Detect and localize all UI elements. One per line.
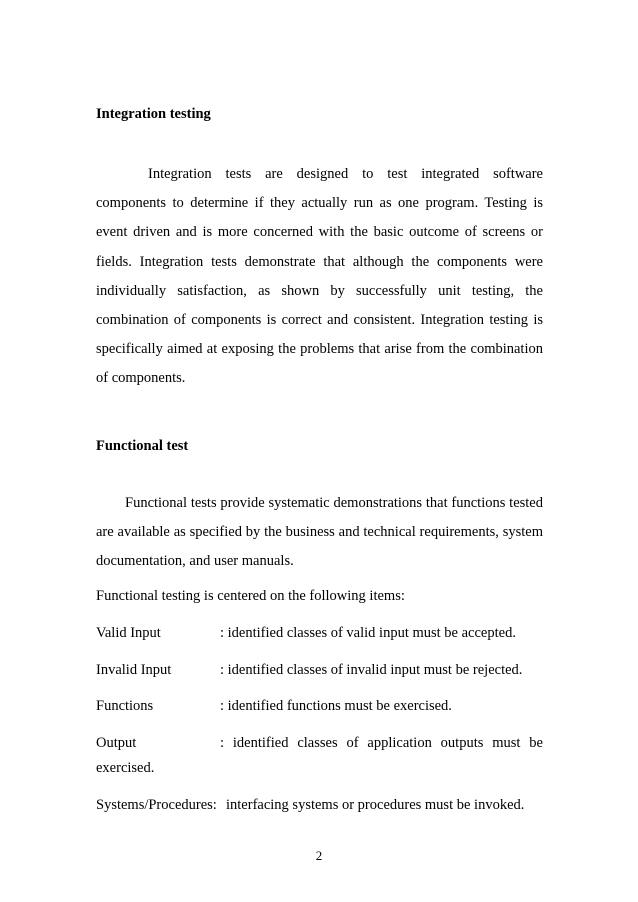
- integration-testing-paragraph: Integration tests are designed to test integrated software components to determine if they actually run as one program. Testing is event driven and is more concerned with the basic outcome of screens or fields. Integration tests demonstrate that although the components were individually satisfaction, as shown by successfully unit testing, the combination of components is correct and consistent. Integration testing is specifically aimed at exposing the problems that arise from the combination of components.: [96, 166, 543, 387]
- item-description: : identified classes of application outputs must be: [220, 735, 543, 751]
- item-label: Invalid Input: [96, 662, 172, 678]
- functional-item-output: [96, 731, 543, 781]
- functional-items-intro: Functional testing is centered on the following items:: [96, 588, 405, 604]
- item-description-continuation: exercised.: [96, 760, 155, 776]
- section-heading-functional-test: Functional test: [96, 438, 189, 454]
- item-label: Valid Input: [96, 625, 161, 641]
- item-description: interfacing systems or procedures must be invoked.: [226, 797, 525, 813]
- item-label: Systems/Procedures:: [96, 797, 217, 813]
- item-description: : identified classes of invalid input must be rejected.: [220, 662, 523, 678]
- item-description: : identified classes of valid input must be accepted.: [220, 625, 516, 641]
- item-description: : identified functions must be exercised.: [220, 698, 452, 714]
- functional-test-paragraph: Functional tests provide systematic demonstrations that functions tested are available as specified by the business and technical requirements, system documentation, and user manuals.: [96, 495, 543, 570]
- item-label: Output: [96, 735, 137, 751]
- page-number: 2: [315, 848, 323, 863]
- section-heading-integration-testing: Integration testing: [96, 106, 211, 122]
- item-label: Functions: [96, 698, 154, 714]
